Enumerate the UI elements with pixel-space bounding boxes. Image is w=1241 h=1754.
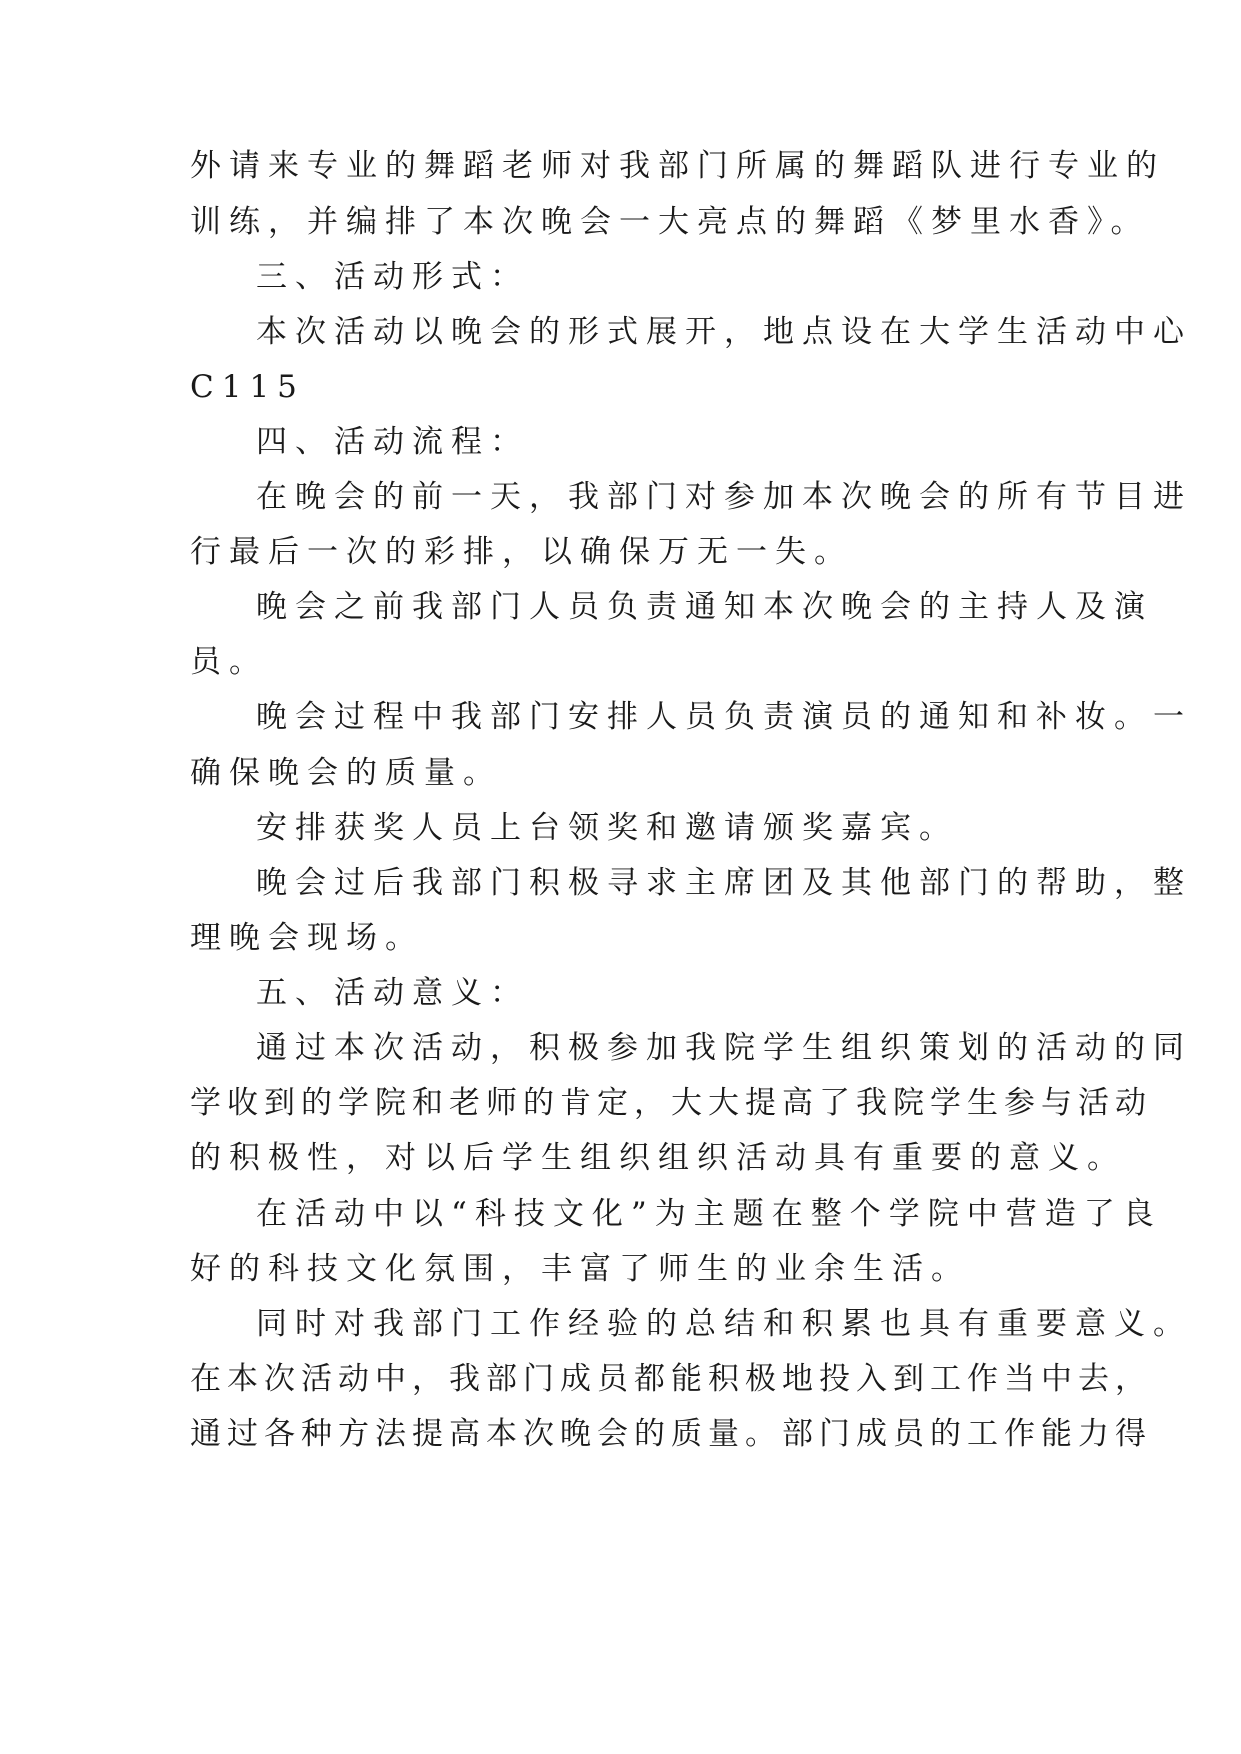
text-line: 在活动中以“科技文化”为主题在整个学院中营造了良 <box>256 1196 1162 1232</box>
text-line: 员。 <box>190 644 268 680</box>
text-line: 安排获奖人员上台领奖和邀请颁奖嘉宾。 <box>256 810 958 846</box>
text-line: 训练，并编排了本次晚会一大亮点的舞蹈《梦里水香》。 <box>190 204 1150 240</box>
text-line: 晚会过程中我部门安排人员负责演员的通知和补妆。一 <box>256 699 1192 735</box>
text-line: 外请来专业的舞蹈老师对我部门所属的舞蹈队进行专业的 <box>190 148 1165 184</box>
text-line: 的积极性，对以后学生组织组织活动具有重要的意义。 <box>190 1140 1126 1176</box>
text-line: 同时对我部门工作经验的总结和积累也具有重要意义。 <box>256 1306 1192 1342</box>
text-line: 确保晚会的质量。 <box>190 755 502 791</box>
text-line: 学收到的学院和老师的肯定，大大提高了我院学生参与活动 <box>190 1085 1152 1121</box>
text-line: 通过本次活动，积极参加我院学生组织策划的活动的同 <box>256 1030 1192 1066</box>
section-heading: 五、活动意义： <box>256 975 529 1011</box>
text-line: 晚会之前我部门人员负责通知本次晚会的主持人及演 <box>256 589 1153 625</box>
text-line: C115 <box>190 369 305 405</box>
text-line: 在本次活动中，我部门成员都能积极地投入到工作当中去， <box>190 1361 1152 1397</box>
text-line: 通过各种方法提高本次晚会的质量。部门成员的工作能力得 <box>190 1416 1152 1452</box>
text-line: 理晚会现场。 <box>190 920 424 956</box>
text-line: 好的科技文化氛围，丰富了师生的业余生活。 <box>190 1251 970 1287</box>
text-line: 晚会过后我部门积极寻求主席团及其他部门的帮助，整 <box>256 865 1192 901</box>
text-line: 本次活动以晚会的形式展开，地点设在大学生活动中心 <box>256 314 1192 350</box>
text-line: 行最后一次的彩排，以确保万无一失。 <box>190 534 853 570</box>
section-heading: 三、活动形式： <box>256 259 529 295</box>
text-line: 在晚会的前一天，我部门对参加本次晚会的所有节目进 <box>256 479 1192 515</box>
section-heading: 四、活动流程： <box>256 424 529 460</box>
